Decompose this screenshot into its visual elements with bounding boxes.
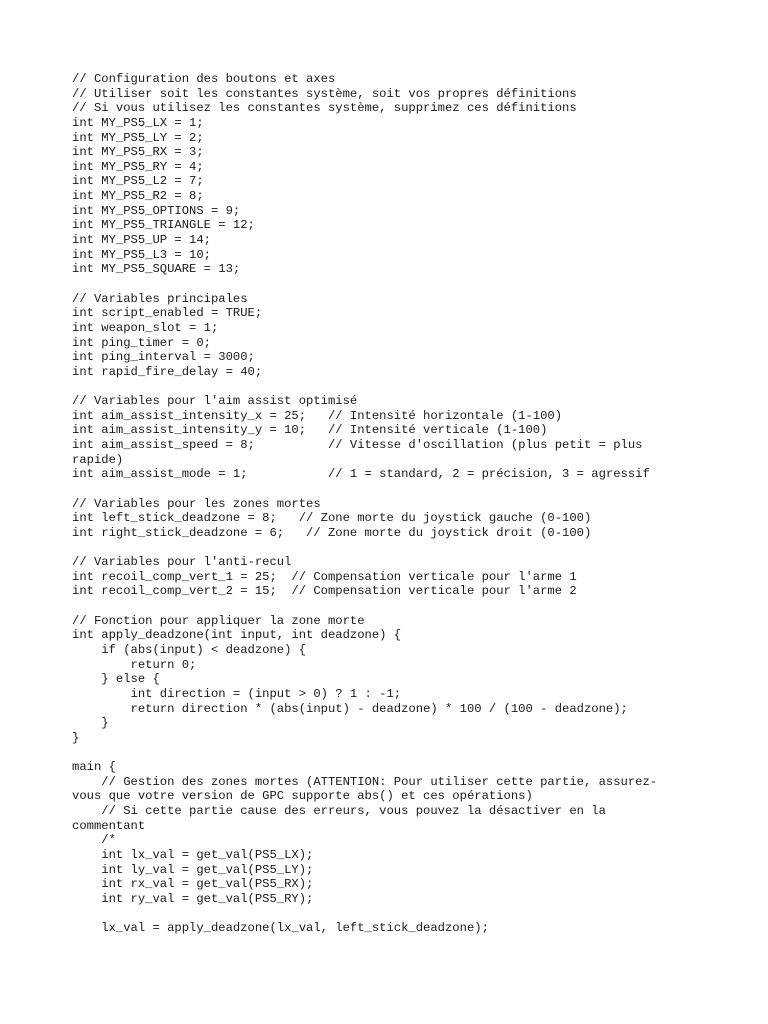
code-line: int lx_val = get_val(PS5_LX); — [72, 847, 314, 862]
code-line: return 0; — [72, 657, 197, 672]
code-line: vous que votre version de GPC supporte abs() et ces opérations) — [72, 789, 533, 804]
code-line: int MY_PS5_LY = 2; — [72, 130, 204, 145]
code-line: if (abs(input) < deadzone) { — [72, 642, 307, 657]
code-line — [72, 379, 692, 394]
code-line: // Configuration des boutons et axes — [72, 72, 336, 86]
code-line: int aim_assist_intensity_x = 25; // Intensité horizontale (1-100) — [72, 408, 563, 423]
code-line: int MY_PS5_RY = 4; — [72, 159, 204, 174]
code-line: // Variables pour l'aim assist optimisé — [72, 394, 358, 409]
code-line: rapide) — [72, 452, 124, 467]
code-line: int ly_val = get_val(PS5_LY); — [72, 862, 314, 877]
code-document — [72, 72, 692, 936]
code-line: // Gestion des zones mortes (ATTENTION: Pour utiliser cette partie, assurez- — [72, 774, 658, 789]
code-line: int aim_assist_speed = 8; // Vitesse d'oscillation (plus petit = plus — [72, 438, 643, 453]
code-line: // Variables pour l'anti-recul — [72, 555, 292, 570]
code-line: // Utiliser soit les constantes système, soit vos propres définitions — [72, 86, 577, 101]
code-line: int recoil_comp_vert_1 = 25; // Compensation verticale pour l'arme 1 — [72, 569, 577, 584]
code-line: int MY_PS5_R2 = 8; — [72, 189, 204, 204]
code-line — [72, 599, 692, 614]
code-line: commentant — [72, 818, 146, 833]
code-line: int rapid_fire_delay = 40; — [72, 364, 263, 379]
code-line: int MY_PS5_UP = 14; — [72, 233, 211, 248]
code-line: int right_stick_deadzone = 6; // Zone morte du joystick droit (0-100) — [72, 525, 592, 540]
code-line: // Si vous utilisez les constantes système, supprimez ces définitions — [72, 101, 577, 116]
code-line: int left_stick_deadzone = 8; // Zone morte du joystick gauche (0-100) — [72, 511, 592, 526]
code-line: } — [72, 730, 80, 745]
code-line: int MY_PS5_L3 = 10; — [72, 247, 211, 262]
code-line: // Variables principales — [72, 291, 248, 306]
code-line: int apply_deadzone(int input, int deadzone) { — [72, 628, 402, 643]
code-line: int MY_PS5_TRIANGLE = 12; — [72, 218, 255, 233]
code-line: } else { — [72, 672, 160, 687]
code-line: int aim_assist_intensity_y = 10; // Intensité verticale (1-100) — [72, 423, 548, 438]
code-line: int rx_val = get_val(PS5_RX); — [72, 877, 314, 892]
code-line: /* — [72, 833, 116, 848]
code-line: int MY_PS5_OPTIONS = 9; — [72, 203, 241, 218]
code-line: return direction * (abs(input) - deadzone) * 100 / (100 - deadzone); — [72, 701, 628, 716]
code-line: int script_enabled = TRUE; — [72, 306, 263, 321]
code-line: int recoil_comp_vert_2 = 15; // Compensation verticale pour l'arme 2 — [72, 584, 577, 599]
code-line: int ping_interval = 3000; — [72, 350, 255, 365]
code-line — [72, 745, 692, 760]
code-line: int ping_timer = 0; — [72, 335, 211, 350]
code-line: int aim_assist_mode = 1; // 1 = standard, 2 = précision, 3 = agressif — [72, 467, 650, 482]
code-line: int weapon_slot = 1; — [72, 320, 219, 335]
code-line: int MY_PS5_SQUARE = 13; — [72, 262, 241, 277]
code-line: // Variables pour les zones mortes — [72, 496, 321, 511]
code-line: main { — [72, 760, 116, 775]
code-line: int MY_PS5_LX = 1; — [72, 115, 204, 130]
code-line: int ry_val = get_val(PS5_RY); — [72, 891, 314, 906]
code-line: int MY_PS5_L2 = 7; — [72, 174, 204, 189]
code-line — [72, 541, 692, 556]
code-line: // Fonction pour appliquer la zone morte — [72, 613, 365, 628]
code-line — [72, 482, 692, 497]
code-line: int direction = (input > 0) ? 1 : -1; — [72, 686, 402, 701]
code-line — [72, 907, 692, 922]
code-line — [72, 277, 692, 292]
code-line: int MY_PS5_RX = 3; — [72, 145, 204, 160]
code-line: lx_val = apply_deadzone(lx_val, left_stick_deadzone); — [72, 921, 489, 936]
code-line: // Si cette partie cause des erreurs, vous pouvez la désactiver en la — [72, 804, 606, 819]
code-line: } — [72, 716, 109, 731]
